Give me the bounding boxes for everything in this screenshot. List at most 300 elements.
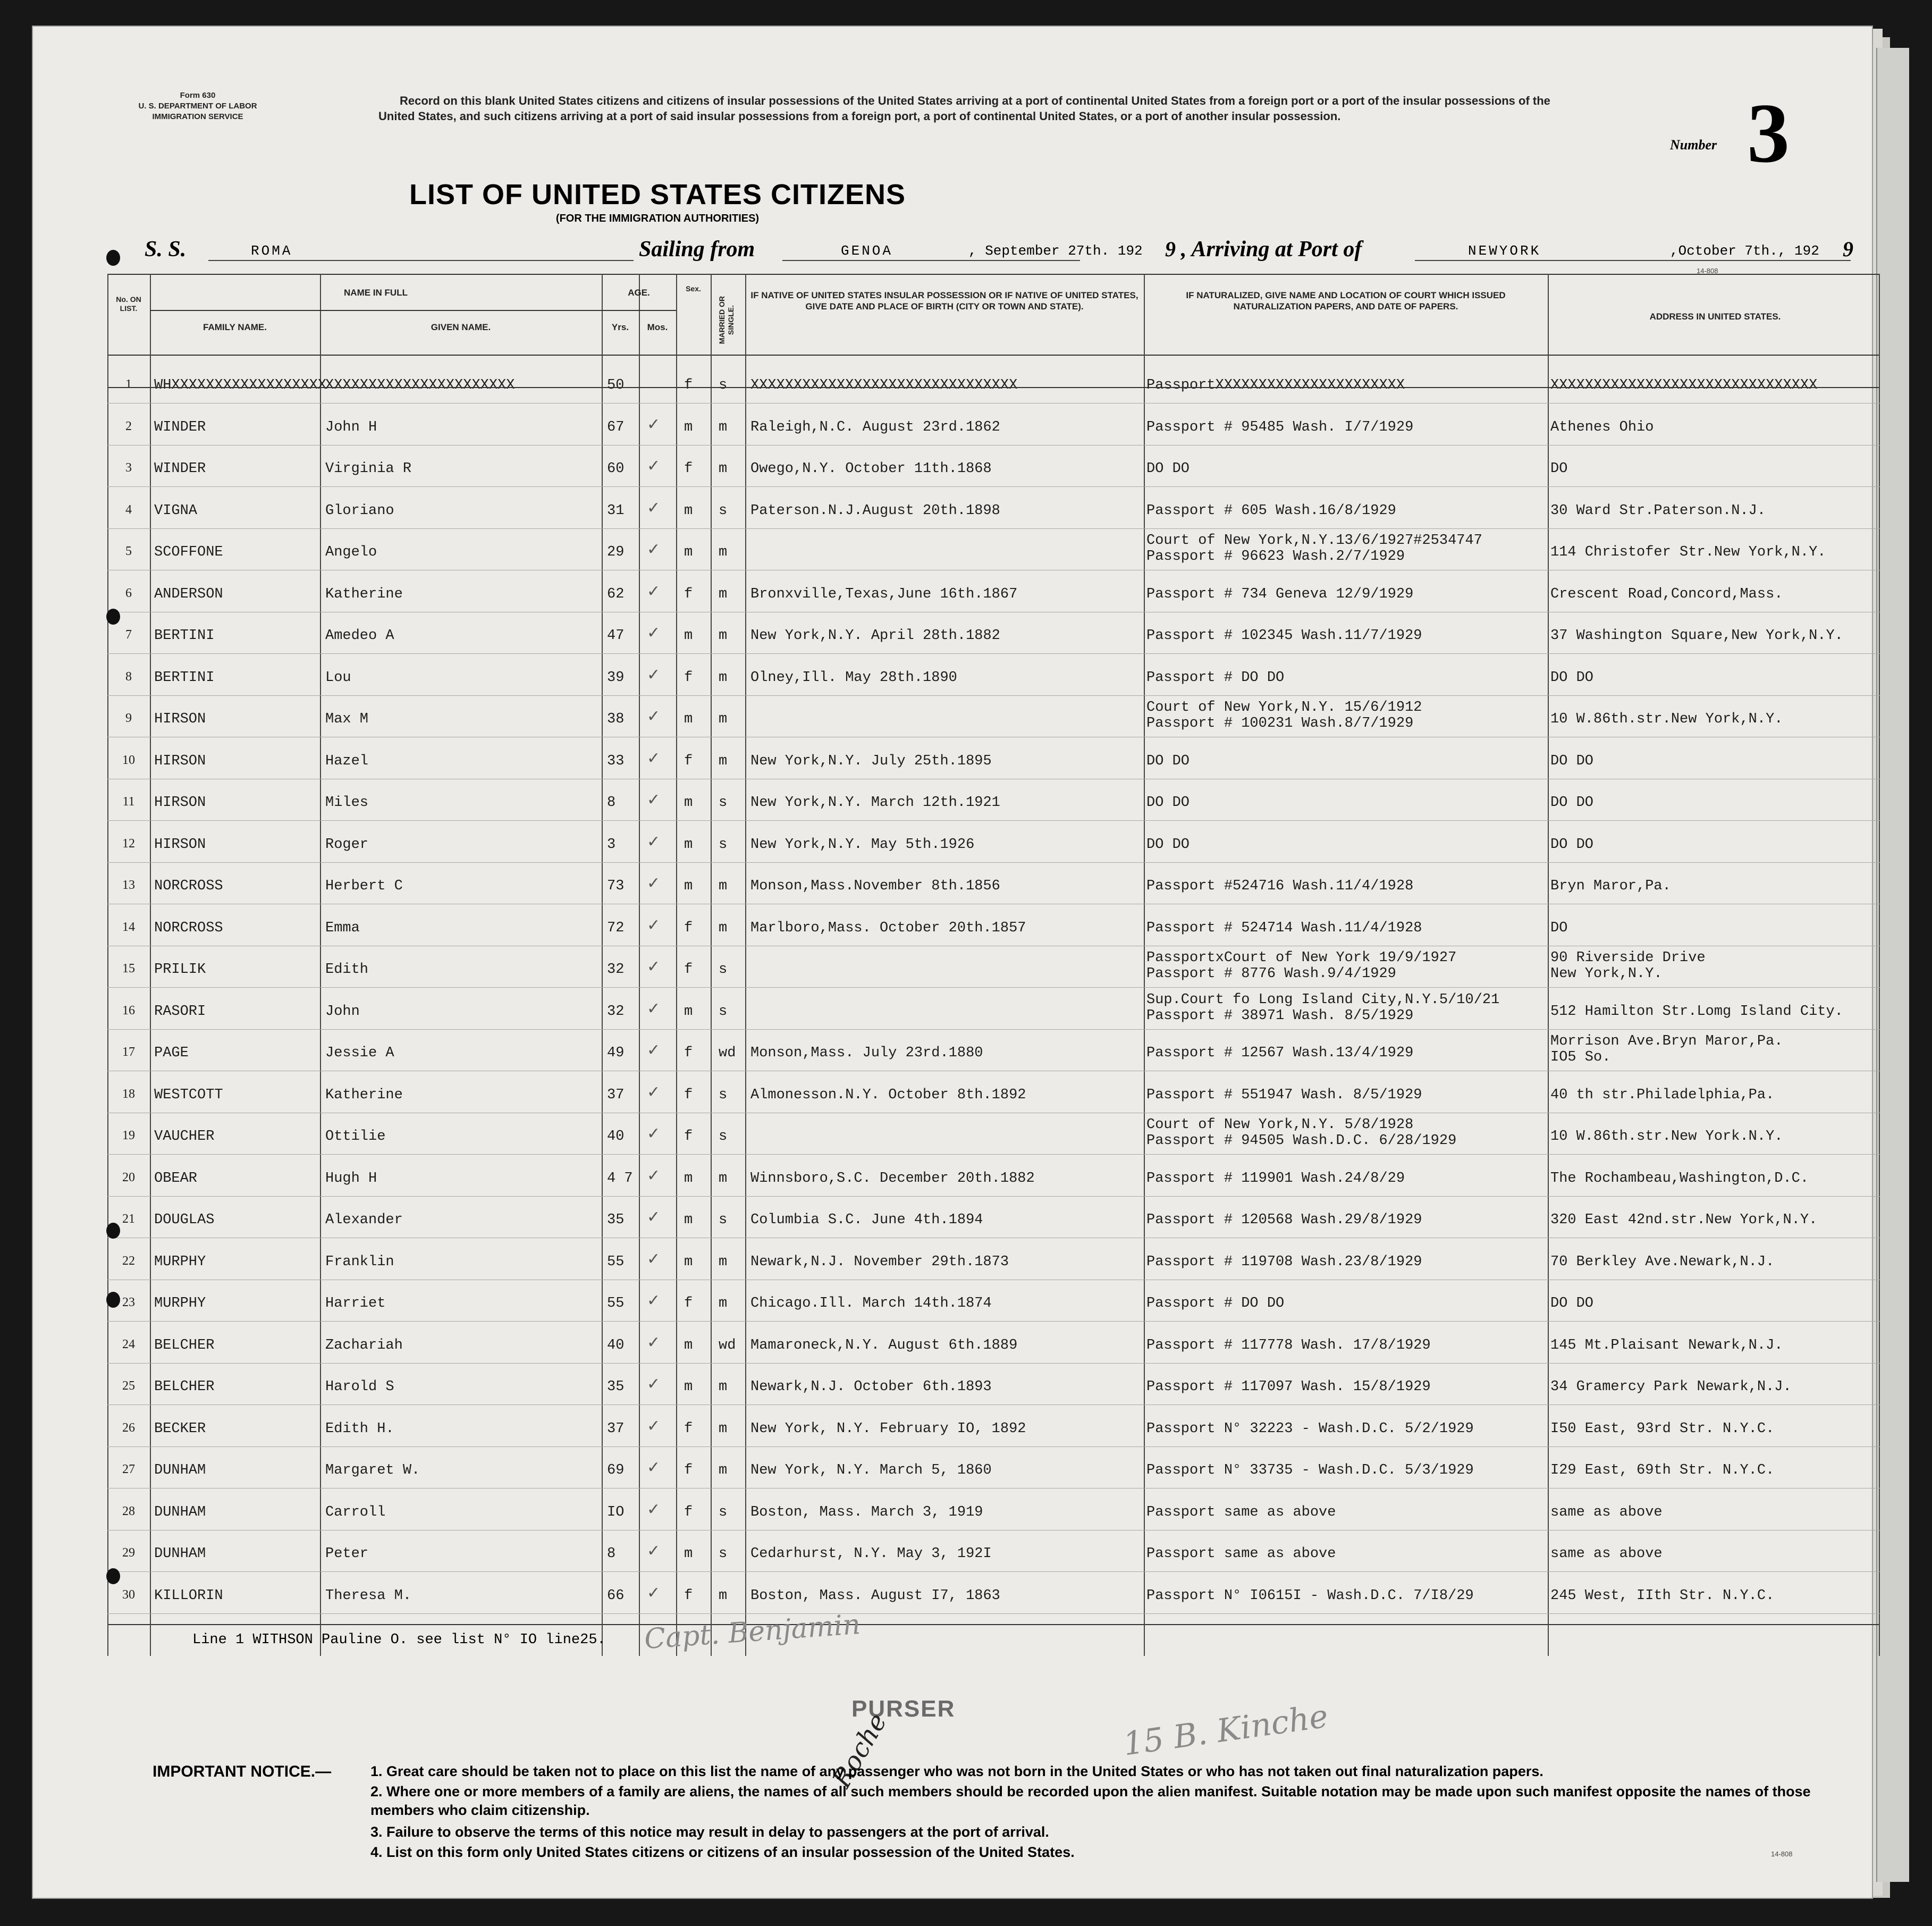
row-number: 28 — [122, 1504, 135, 1518]
naturalization-line-2: Passport # 8776 Wash.9/4/1929 — [1146, 966, 1396, 982]
family-name: DOUGLAS — [154, 1212, 215, 1228]
given-name: Jessie A — [325, 1045, 394, 1061]
sex: f — [684, 1504, 693, 1520]
address-line-1: 90 Riverside Drive — [1550, 950, 1706, 966]
family-name: PAGE — [154, 1045, 189, 1061]
form-department: U. S. DEPARTMENT OF LABOR — [138, 102, 257, 111]
row-rule — [107, 695, 1880, 696]
birth-place-date: Boston, Mass. August I7, 1863 — [750, 1587, 1000, 1604]
age-years: 47 — [607, 628, 625, 644]
marital-status: m — [719, 1296, 728, 1311]
sex: f — [684, 377, 693, 393]
row-rule — [107, 1196, 1880, 1197]
check-mark-icon: ✓ — [647, 748, 661, 768]
sex: m — [684, 1546, 693, 1562]
age-years: 4 7 — [607, 1170, 633, 1187]
row-rule — [107, 862, 1880, 863]
age-years: 32 — [607, 1003, 625, 1020]
birth-place-date: Bronxville,Texas,June 16th.1867 — [750, 586, 1018, 602]
marital-status: s — [719, 1129, 728, 1145]
naturalization: Passport # 117778 Wash. 17/8/1929 — [1146, 1337, 1431, 1353]
given-name: Roger — [325, 836, 369, 853]
sex: f — [684, 461, 693, 477]
age-years: IO — [607, 1504, 625, 1520]
family-name: HIRSON — [154, 753, 206, 769]
row-number: 26 — [122, 1420, 135, 1435]
family-name: VAUCHER — [154, 1129, 215, 1145]
check-mark-icon: ✓ — [647, 1041, 661, 1059]
number-label: Number — [1670, 137, 1717, 153]
address: 320 East 42nd.str.New York,N.Y. — [1550, 1212, 1818, 1228]
given-name: Harriet — [325, 1296, 386, 1311]
naturalization-line-1: Court of New York,N.Y.13/6/1927#2534747 — [1146, 533, 1482, 549]
given-name: Carroll — [325, 1504, 386, 1520]
given-name: Hugh H — [325, 1170, 377, 1187]
family-name: WHXXXXXXXXXXXXXXXXXX — [154, 377, 327, 393]
binding-hole — [106, 250, 120, 266]
address: Athenes Ohio — [1550, 419, 1654, 435]
naturalization-line-1: Court of New York,N.Y. 5/8/1928 — [1146, 1117, 1414, 1133]
check-mark-icon: ✓ — [647, 874, 661, 893]
address: 40 th str.Philadelphia,Pa. — [1550, 1087, 1775, 1103]
row-number: 12 — [122, 836, 135, 851]
family-name: ANDERSON — [154, 586, 223, 602]
sex: m — [684, 1170, 693, 1187]
birth-place-date: New York, N.Y. February IO, 1892 — [750, 1420, 1026, 1437]
address: DO DO — [1550, 669, 1594, 686]
header-sex: Sex. — [686, 284, 701, 293]
given-name: Margaret W. — [325, 1462, 420, 1478]
form-service: IMMIGRATION SERVICE — [152, 112, 243, 121]
family-name: MURPHY — [154, 1254, 206, 1270]
arrive-year: 9 — [1843, 237, 1853, 261]
marital-status: m — [719, 1170, 728, 1187]
given-name: Max M — [325, 711, 369, 727]
naturalization: Passport same as above — [1146, 1546, 1336, 1562]
sex: f — [684, 669, 693, 686]
sex: m — [684, 711, 693, 727]
marital-status: m — [719, 1379, 728, 1395]
arrive-date: ,October 7th., 192 — [1670, 243, 1819, 259]
given-name: Hazel — [325, 753, 369, 769]
family-name: BERTINI — [154, 669, 215, 686]
check-mark-icon: ✓ — [647, 1583, 661, 1602]
given-name: XXXXXXXXXXXXXXXXXXXXXX — [325, 377, 515, 393]
naturalization: Passport #524716 Wash.11/4/1928 — [1146, 878, 1414, 894]
marital-status: s — [719, 1212, 728, 1228]
age-years: 73 — [607, 878, 625, 894]
marital-status: s — [719, 1003, 728, 1020]
naturalization-line-1: Sup.Court fo Long Island City,N.Y.5/10/21 — [1146, 991, 1500, 1008]
naturalization: PassportXXXXXXXXXXXXXXXXXXXXXX — [1146, 377, 1405, 393]
naturalization: Passport # 117097 Wash. 15/8/1929 — [1146, 1379, 1431, 1395]
age-years: 32 — [607, 962, 625, 978]
sex: m — [684, 836, 693, 853]
family-name: PRILIK — [154, 962, 206, 978]
sex: m — [684, 1212, 693, 1228]
marital-status: s — [719, 1546, 728, 1562]
row-number: 9 — [125, 711, 132, 725]
naturalization: Passport # 12567 Wash.13/4/1929 — [1146, 1045, 1414, 1061]
marital-status: m — [719, 669, 728, 686]
check-mark-icon: ✓ — [647, 1082, 661, 1101]
row-number: 19 — [122, 1129, 135, 1142]
check-mark-icon: ✓ — [647, 1333, 661, 1352]
naturalization: DO DO — [1146, 753, 1190, 769]
sex: f — [684, 920, 693, 936]
marital-status: m — [719, 878, 728, 894]
header-address: ADDRESS IN UNITED STATES. — [1649, 312, 1781, 322]
birth-place-date: Raleigh,N.C. August 23rd.1862 — [750, 419, 1000, 435]
naturalization: Passport # 551947 Wash. 8/5/1929 — [1146, 1087, 1422, 1103]
address: 30 Ward Str.Paterson.N.J. — [1550, 502, 1766, 519]
row-number: 3 — [125, 461, 132, 475]
family-name: WINDER — [154, 419, 206, 435]
age-years: 50 — [607, 377, 625, 393]
given-name: Edith H. — [325, 1420, 394, 1437]
naturalization: Passport same as above — [1146, 1504, 1336, 1520]
birth-place-date: Owego,N.Y. October 11th.1868 — [750, 461, 992, 477]
birth-place-date: Chicago.Ill. March 14th.1874 — [750, 1296, 992, 1311]
port-from: GENOA — [841, 243, 893, 259]
row-number: 6 — [125, 586, 132, 600]
check-mark-icon: ✓ — [647, 915, 661, 935]
address: DO DO — [1550, 1296, 1594, 1311]
marital-status: s — [719, 1087, 728, 1103]
family-name: RASORI — [154, 1003, 206, 1020]
address: Bryn Maror,Pa. — [1550, 878, 1671, 894]
naturalization-line-2: Passport # 38971 Wash. 8/5/1929 — [1146, 1007, 1414, 1024]
given-name: Harold S — [325, 1379, 394, 1395]
naturalization: DO DO — [1146, 461, 1190, 477]
manifest-sheet — [32, 26, 1873, 1899]
family-name: HIRSON — [154, 836, 206, 853]
check-mark-icon: ✓ — [647, 624, 661, 642]
naturalization-line-1: Court of New York,N.Y. 15/6/1912 — [1146, 700, 1422, 716]
ss-label: S. S. — [145, 237, 187, 262]
check-mark-icon: ✓ — [647, 498, 661, 517]
given-name: Lou — [325, 669, 351, 686]
row-number: 15 — [122, 962, 135, 975]
binding-hole — [106, 609, 120, 625]
given-name: John — [325, 1003, 360, 1020]
row-rule — [107, 820, 1880, 821]
row-number: 7 — [125, 628, 132, 642]
age-years: 39 — [607, 669, 625, 686]
naturalization: DO DO — [1146, 795, 1190, 811]
naturalization: Passport # DO DO — [1146, 1296, 1285, 1311]
address: DO DO — [1550, 836, 1594, 853]
page-subtitle: (FOR THE IMMIGRATION AUTHORITIES) — [555, 213, 760, 224]
sex: m — [684, 502, 693, 519]
check-mark-icon: ✓ — [647, 999, 661, 1018]
row-number: 1 — [125, 377, 132, 391]
naturalization-line-2: Passport # 94505 Wash.D.C. 6/28/1929 — [1146, 1133, 1457, 1149]
row-rule — [107, 1154, 1880, 1155]
sex: m — [684, 628, 693, 644]
family-name: MURPHY — [154, 1296, 206, 1311]
check-mark-icon: ✓ — [647, 540, 661, 559]
age-years: 69 — [607, 1462, 625, 1478]
address: 37 Washington Square,New York,N.Y. — [1550, 628, 1843, 644]
marital-status: m — [719, 1254, 728, 1270]
header-native: IF NATIVE OF UNITED STATES INSULAR POSSESSION OR IF NATIVE OF UNITED STATES, GIVE DATE AND PLACE OF BIRTH (CITY OR TOWN AND STATE). — [750, 290, 1138, 312]
marital-status: m — [719, 753, 728, 769]
given-name: Zachariah — [325, 1337, 403, 1353]
sex: f — [684, 753, 693, 769]
birth-place-date: Monson,Mass.November 8th.1856 — [750, 878, 1000, 894]
marital-status: s — [719, 836, 728, 853]
marital-status: m — [719, 544, 728, 560]
row-number: 29 — [122, 1546, 135, 1560]
sex: f — [684, 962, 693, 978]
sex: m — [684, 795, 693, 811]
header-no: No. ON LIST. — [116, 295, 141, 313]
row-number: 25 — [122, 1379, 135, 1393]
address-line-1: Morrison Ave.Bryn Maror,Pa. — [1550, 1033, 1783, 1049]
naturalization: Passport # 102345 Wash.11/7/1929 — [1146, 628, 1422, 644]
given-name: Amedeo A — [325, 628, 394, 644]
marital-status: s — [719, 502, 728, 519]
address: DO — [1550, 461, 1568, 477]
naturalization: Passport # 119708 Wash.23/8/1929 — [1146, 1254, 1422, 1270]
instruction-text: Record on this blank United States citizens and citizens of insular possessions of the United States arriving at a port of continental United States from a foreign port or a port of the insular possessions of the United States, and such citizens arriving at a port of said insular possessions from a foreign port, a port of continental United States, or a port of another insular possession. — [378, 94, 1550, 123]
naturalization: Passport N° 33735 - Wash.D.C. 5/3/1929 — [1146, 1462, 1474, 1478]
birth-place-date: New York,N.Y. March 12th.1921 — [750, 795, 1000, 811]
row-number: 24 — [122, 1337, 135, 1351]
notice-heading: IMPORTANT NOTICE.— — [153, 1763, 332, 1780]
birth-place-date: Cedarhurst, N.Y. May 3, 192I — [750, 1546, 992, 1562]
address: I50 East, 93rd Str. N.Y.C. — [1550, 1420, 1775, 1437]
birth-place-date: Newark,N.J. November 29th.1873 — [750, 1254, 1009, 1270]
header-yrs: Yrs. — [611, 322, 629, 332]
row-rule — [107, 987, 1880, 988]
marital-status: wd — [719, 1337, 736, 1353]
header-age: AGE. — [628, 288, 650, 298]
sex: f — [684, 1087, 693, 1103]
row-number: 5 — [125, 544, 132, 558]
binding-hole — [106, 1568, 120, 1584]
notice-item-1: 1. Great care should be taken not to place on this list the name of any passenger who was not born in the United States or who has not taken out final naturalization papers. — [370, 1763, 1543, 1779]
sex: f — [684, 1420, 693, 1437]
sex: m — [684, 878, 693, 894]
row-number: 21 — [122, 1212, 135, 1226]
sex: m — [684, 1337, 693, 1353]
age-years: 35 — [607, 1212, 625, 1228]
sex: f — [684, 1296, 693, 1311]
voyage-line — [145, 237, 1853, 263]
check-mark-icon: ✓ — [647, 957, 661, 976]
header-married: MARRIED OR SINGLE. — [718, 296, 735, 344]
age-years: 67 — [607, 419, 625, 435]
address: 10 W.86th.str.New York,N.Y. — [1550, 711, 1783, 727]
marital-status: m — [719, 461, 728, 477]
family-name: BELCHER — [154, 1337, 215, 1353]
naturalization: Passport # 734 Geneva 12/9/1929 — [1146, 586, 1414, 602]
marital-status: s — [719, 795, 728, 811]
port-to: NEWYORK — [1468, 243, 1541, 259]
page-title: LIST OF UNITED STATES CITIZENS — [409, 179, 906, 211]
family-name: DUNHAM — [154, 1462, 206, 1478]
address: 114 Christofer Str.New York,N.Y. — [1550, 544, 1826, 560]
sex: f — [684, 1462, 693, 1478]
sex: m — [684, 1254, 693, 1270]
birth-place-date: New York,N.Y. April 28th.1882 — [750, 628, 1000, 644]
given-name: Edith — [325, 962, 369, 978]
row-number: 14 — [122, 920, 135, 934]
age-years: 37 — [607, 1420, 625, 1437]
birth-place-date: Marlboro,Mass. October 20th.1857 — [750, 920, 1026, 936]
header-mos: Mos. — [647, 322, 668, 332]
notice-code: 14-808 — [1771, 1850, 1793, 1858]
given-name: Herbert C — [325, 878, 403, 894]
birth-place-date: Paterson.N.J.August 20th.1898 — [750, 502, 1000, 519]
given-name: Miles — [325, 795, 369, 811]
age-years: 40 — [607, 1129, 625, 1145]
naturalization: Passport N° I0615I - Wash.D.C. 7/I8/29 — [1146, 1587, 1474, 1604]
row-number: 2 — [125, 419, 132, 433]
row-rule — [107, 1446, 1880, 1447]
sex: f — [684, 1045, 693, 1061]
naturalization: Passport # DO DO — [1146, 669, 1285, 686]
header-given: GIVEN NAME. — [431, 322, 491, 332]
given-name: Angelo — [325, 544, 377, 560]
birth-place-date: New York, N.Y. March 5, 1860 — [750, 1462, 992, 1478]
naturalization-line-2: Passport # 100231 Wash.8/7/1929 — [1146, 716, 1414, 731]
check-mark-icon: ✓ — [647, 1208, 661, 1226]
row-number: 30 — [122, 1587, 135, 1602]
row-rule — [107, 1321, 1880, 1322]
family-name: BELCHER — [154, 1379, 215, 1395]
sex: m — [684, 544, 693, 560]
naturalization: DO DO — [1146, 836, 1190, 853]
binding-hole — [106, 1292, 120, 1308]
row-rule — [107, 653, 1880, 654]
birth-place-date: New York,N.Y. July 25th.1895 — [750, 753, 992, 769]
age-years: 33 — [607, 753, 625, 769]
marital-status: m — [719, 711, 728, 727]
sex: m — [684, 1379, 693, 1395]
naturalization: Passport # 120568 Wash.29/8/1929 — [1146, 1212, 1422, 1228]
given-name: Theresa M. — [325, 1587, 412, 1604]
row-number: 23 — [122, 1296, 135, 1309]
header-name: NAME IN FULL — [344, 288, 408, 298]
marital-status: s — [719, 1504, 728, 1520]
check-mark-icon: ✓ — [647, 832, 661, 851]
form-number: Form 630 — [180, 91, 216, 100]
naturalization: Passport # 524714 Wash.11/4/1928 — [1146, 920, 1422, 936]
row-number: 18 — [122, 1087, 135, 1101]
row-number: 13 — [122, 878, 135, 892]
marital-status: s — [719, 377, 728, 393]
row-number: 4 — [125, 502, 132, 517]
marital-status: m — [719, 1587, 728, 1604]
sex: m — [684, 419, 693, 435]
age-years: 49 — [607, 1045, 625, 1061]
family-name: HIRSON — [154, 711, 206, 727]
age-years: 3 — [607, 836, 616, 853]
birth-place-date: Newark,N.J. October 6th.1893 — [750, 1379, 992, 1395]
naturalization: Passport # 95485 Wash. I/7/1929 — [1146, 419, 1414, 435]
age-years: 31 — [607, 502, 625, 519]
notice-item-2: 2. Where one or more members of a family are aliens, the names of all such members should be recorded upon the alien manifest. Suitable notation may be made upon such manifest opposite the names of those members who claim citizenship. — [370, 1784, 1811, 1818]
row-number: 17 — [122, 1045, 135, 1059]
row-rule — [107, 1363, 1880, 1364]
age-years: 55 — [607, 1296, 625, 1311]
address: Crescent Road,Concord,Mass. — [1550, 586, 1783, 602]
address: 34 Gramercy Park Newark,N.J. — [1550, 1379, 1792, 1395]
strike-through — [108, 387, 1879, 388]
address: 512 Hamilton Str.Lomg Island City. — [1550, 1003, 1843, 1020]
sail-year: 9 — [1165, 237, 1176, 261]
marital-status: m — [719, 628, 728, 644]
handwritten-initials: Roche — [826, 1708, 893, 1793]
age-years: 55 — [607, 1254, 625, 1270]
marital-status: m — [719, 586, 728, 602]
row-number: 11 — [122, 795, 135, 809]
birth-place-date: Mamaroneck,N.Y. August 6th.1889 — [750, 1337, 1018, 1353]
given-name: Gloriano — [325, 502, 394, 519]
binding-hole — [106, 1223, 120, 1239]
marital-status: m — [719, 1462, 728, 1478]
check-mark-icon: ✓ — [647, 1458, 661, 1477]
sex: f — [684, 586, 693, 602]
birth-place-date: Columbia S.C. June 4th.1894 — [750, 1212, 983, 1228]
age-years: 38 — [607, 711, 625, 727]
row-rule — [107, 1613, 1880, 1614]
list-number: 3 — [1747, 86, 1790, 180]
family-name: DUNHAM — [154, 1504, 206, 1520]
given-name: Ottilie — [325, 1129, 386, 1145]
ship-name: ROMA — [251, 243, 293, 259]
age-years: 8 — [607, 1546, 616, 1562]
family-name: OBEAR — [154, 1170, 198, 1187]
address: DO DO — [1550, 795, 1594, 811]
family-name: NORCROSS — [154, 878, 223, 894]
row-number: 8 — [125, 669, 132, 684]
given-name: John H — [325, 419, 377, 435]
family-name: BERTINI — [154, 628, 215, 644]
age-years: 8 — [607, 795, 616, 811]
check-mark-icon: ✓ — [647, 790, 661, 809]
address: DO DO — [1550, 753, 1594, 769]
address: I29 East, 69th Str. N.Y.C. — [1550, 1462, 1775, 1478]
address-line-2: New York,N.Y. — [1550, 966, 1663, 982]
family-name: HIRSON — [154, 795, 206, 811]
address: same as above — [1550, 1504, 1663, 1520]
sailing-label: Sailing from — [639, 237, 755, 262]
purser-stamp: PURSER — [851, 1696, 956, 1722]
notice-item-3: 3. Failure to observe the terms of this notice may result in delay to passengers at the port of arrival. — [370, 1824, 1049, 1840]
naturalization-line-1: PassportxCourt of New York 19/9/1927 — [1146, 950, 1457, 966]
arriving-label: , Arriving at Port of — [1181, 237, 1362, 262]
check-mark-icon: ✓ — [647, 1249, 661, 1268]
family-name: VIGNA — [154, 502, 198, 519]
page-edge — [1876, 48, 1909, 1882]
check-mark-icon: ✓ — [647, 1375, 661, 1393]
passenger-table — [107, 274, 1880, 1656]
family-name: WESTCOTT — [154, 1087, 223, 1103]
birth-place-date: XXXXXXXXXXXXXXXXXXXXXXXXXXXXXXX — [750, 377, 1018, 393]
age-years: 35 — [607, 1379, 625, 1395]
check-mark-icon: ✓ — [647, 457, 661, 475]
family-name: BECKER — [154, 1420, 206, 1437]
birth-place-date: Almonesson.N.Y. October 8th.1892 — [750, 1087, 1026, 1103]
age-years: 29 — [607, 544, 625, 560]
birth-place-date: Winnsboro,S.C. December 20th.1882 — [750, 1170, 1035, 1187]
age-years: 60 — [607, 461, 625, 477]
naturalization: Passport # 119901 Wash.24/8/29 — [1146, 1170, 1405, 1187]
